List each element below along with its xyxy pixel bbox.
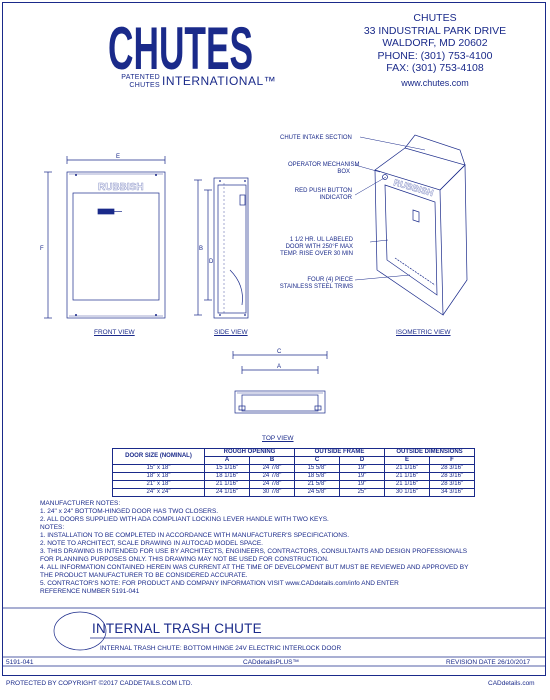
side-view-drawing bbox=[190, 175, 260, 325]
logo-patented-line: PATENTED bbox=[121, 74, 160, 81]
cell: 18 5/8" bbox=[295, 473, 340, 481]
note-line: FOR PLANNING PURPOSES ONLY. THIS DRAWING MAY NOT BE USED FOR CONSTRUCTION. bbox=[40, 556, 329, 563]
cell: 28 3/16" bbox=[430, 465, 475, 473]
cell: 21 1/16" bbox=[385, 473, 430, 481]
footer-revision: REVISION DATE 26/10/2017 bbox=[446, 659, 531, 666]
iso-rubbish-label: RUBBISH bbox=[392, 177, 435, 199]
cell: 21 1/16" bbox=[205, 481, 250, 489]
col-f: F bbox=[430, 457, 475, 465]
note-line: MANUFACTURER NOTES: bbox=[40, 500, 121, 507]
front-rubbish-label: RUBBISH bbox=[98, 182, 144, 193]
logo-word: CHUTES bbox=[108, 20, 253, 74]
cell: 21 5/8" bbox=[295, 481, 340, 489]
table-header-row bbox=[113, 449, 475, 457]
company-phone: PHONE: (301) 753-4100 bbox=[377, 49, 493, 62]
drawing-title: INTERNAL TRASH CHUTE bbox=[92, 621, 262, 636]
cell: 18 1/16" bbox=[205, 473, 250, 481]
note-line: 3. THIS DRAWING IS INTENDED FOR USE BY ARCHITECTS, ENGINEERS, CONTRACTORS, CONSULTANTS AND DESIGN PROFESSIONALS bbox=[40, 548, 468, 555]
note-line: 4. ALL INFORMATION CONTAINED HEREIN WAS CURRENT AT THE TIME OF DEVELOPMENT BUT MUST BE REVIEWED AND APPROVED BY bbox=[40, 564, 469, 571]
dim-d-label: D bbox=[209, 259, 214, 265]
cell: 19" bbox=[340, 481, 385, 489]
note-line: REFERENCE NUMBER 5191-041 bbox=[40, 588, 140, 595]
top-view-drawing bbox=[225, 343, 335, 423]
callout-push-line1: RED PUSH BUTTON bbox=[294, 188, 352, 194]
callout-push-button bbox=[290, 188, 352, 202]
front-view-drawing bbox=[40, 150, 180, 325]
col-c: C bbox=[295, 457, 340, 465]
cell: 18" x 18" bbox=[113, 473, 205, 481]
cell: 30 1/16" bbox=[385, 489, 430, 497]
company-name: CHUTES bbox=[413, 12, 457, 24]
callout-push-line2: INDICATOR bbox=[319, 195, 352, 201]
cell: 21 1/16" bbox=[385, 465, 430, 473]
note-line: THE PRODUCT MANUFACTURER TO BE CONSIDERED ACCURATE. bbox=[40, 572, 248, 579]
footer-copyright: PROTECTED BY COPYRIGHT ©2017 CADDETAILS.COM LTD. bbox=[6, 680, 193, 687]
note-line: 5. CONTRACTOR'S NOTE: FOR PRODUCT AND COMPANY INFORMATION VISIT www.CADdetails.com/info AND ENTER bbox=[40, 580, 399, 587]
logo-chutes-line: CHUTES bbox=[129, 82, 160, 89]
callout-operator-line1: OPERATOR MECHANISM bbox=[288, 162, 360, 168]
table-row bbox=[113, 489, 475, 497]
dim-c-label: C bbox=[277, 349, 282, 355]
callout-door-line2: DOOR WITH 250°F MAX bbox=[285, 244, 353, 250]
side-view-title: SIDE VIEW bbox=[214, 329, 248, 336]
callout-intake: CHUTE INTAKE SECTION bbox=[280, 135, 352, 141]
callout-operator-line2: BOX bbox=[337, 169, 350, 175]
table-row bbox=[113, 473, 475, 481]
cell: 28 3/16" bbox=[430, 481, 475, 489]
cell: 24 1/16" bbox=[205, 489, 250, 497]
col-e: E bbox=[385, 457, 430, 465]
cell: 24 7/8" bbox=[250, 465, 295, 473]
notes-block bbox=[40, 500, 520, 596]
isometric-view-title: ISOMETRIC VIEW bbox=[396, 329, 451, 336]
company-web[interactable]: www.chutes.com bbox=[401, 77, 469, 88]
cell: 30 7/8" bbox=[250, 489, 295, 497]
drawing-subtitle: INTERNAL TRASH CHUTE: BOTTOM HINGE 24V ELECTRIC INTERLOCK DOOR bbox=[100, 645, 342, 652]
col-b: B bbox=[250, 457, 295, 465]
company-address1: 33 INDUSTRIAL PARK DRIVE bbox=[363, 24, 507, 37]
cell: 28 3/16" bbox=[430, 473, 475, 481]
col-a: A bbox=[205, 457, 250, 465]
cell: 21 1/16" bbox=[385, 481, 430, 489]
chutes-logo bbox=[108, 20, 253, 74]
callout-trim-line1: FOUR (4) PIECE bbox=[307, 277, 353, 283]
company-info bbox=[340, 12, 530, 89]
callout-trims bbox=[276, 277, 353, 291]
cell: 19" bbox=[340, 473, 385, 481]
cell: 15" x 18" bbox=[113, 465, 205, 473]
cell: 25" bbox=[340, 489, 385, 497]
company-address2: WALDORF, MD 20602 bbox=[382, 37, 488, 49]
dim-b-label: B bbox=[199, 246, 204, 252]
cell: 24 7/8" bbox=[250, 473, 295, 481]
dim-f-label: F bbox=[40, 246, 44, 252]
cell: 24" x 24" bbox=[113, 489, 205, 497]
footer-ref: 5191-041 bbox=[6, 659, 34, 666]
cell: 19" bbox=[340, 465, 385, 473]
table-row bbox=[113, 481, 475, 489]
header-rough-opening: ROUGH OPENING bbox=[205, 449, 295, 457]
cell: 24 7/8" bbox=[250, 481, 295, 489]
header-outside-dimensions: OUTSIDE DIMENSIONS bbox=[385, 449, 475, 457]
callout-door-line3: TEMP. RISE OVER 30 MIN bbox=[280, 251, 353, 257]
logo-international: INTERNATIONAL™ bbox=[162, 74, 277, 88]
callout-trim-line2: STAINLESS STEEL TRIMS bbox=[279, 284, 353, 290]
footer-center: CADdetailsPLUS™ bbox=[243, 659, 299, 666]
top-view-title: TOP VIEW bbox=[262, 435, 294, 442]
callout-door-line1: 1 1/2 HR. UL LABELED bbox=[289, 237, 353, 243]
dim-e-label: E bbox=[116, 154, 121, 160]
cell: 34 3/16" bbox=[430, 489, 475, 497]
callout-door bbox=[276, 237, 353, 258]
table-row bbox=[113, 465, 475, 473]
header-outside-frame: OUTSIDE FRAME bbox=[295, 449, 385, 457]
front-view-title: FRONT VIEW bbox=[94, 329, 135, 336]
dim-a-label: A bbox=[277, 364, 282, 370]
callout-leaders bbox=[300, 130, 450, 300]
note-line: 2. NOTE TO ARCHITECT, SCALE DRAWING IN AUTOCAD MODEL SPACE. bbox=[40, 540, 263, 547]
cell: 15 1/16" bbox=[205, 465, 250, 473]
dimensions-table bbox=[112, 448, 475, 497]
footer-site[interactable]: CADdetails.com bbox=[488, 680, 535, 687]
logo-patented bbox=[80, 74, 160, 90]
note-line: 1. INSTALLATION TO BE COMPLETED IN ACCORDANCE WITH MANUFACTURER'S SPECIFICATIONS. bbox=[40, 532, 350, 539]
header-door-size: DOOR SIZE (NOMINAL) bbox=[113, 449, 205, 465]
note-line: 1. 24" x 24" BOTTOM-HINGED DOOR HAS TWO CLOSERS. bbox=[40, 508, 219, 515]
cell: 15 5/8" bbox=[295, 465, 340, 473]
note-line: NOTES: bbox=[40, 524, 65, 531]
cell: 21" x 18" bbox=[113, 481, 205, 489]
company-fax: FAX: (301) 753-4108 bbox=[386, 62, 484, 74]
cell: 24 5/8" bbox=[295, 489, 340, 497]
callout-operator bbox=[288, 162, 360, 176]
note-line: 2. ALL DOORS SUPPLIED WITH ADA COMPLIANT LOCKING LEVER HANDLE WITH TWO KEYS. bbox=[40, 516, 329, 523]
col-d: D bbox=[340, 457, 385, 465]
